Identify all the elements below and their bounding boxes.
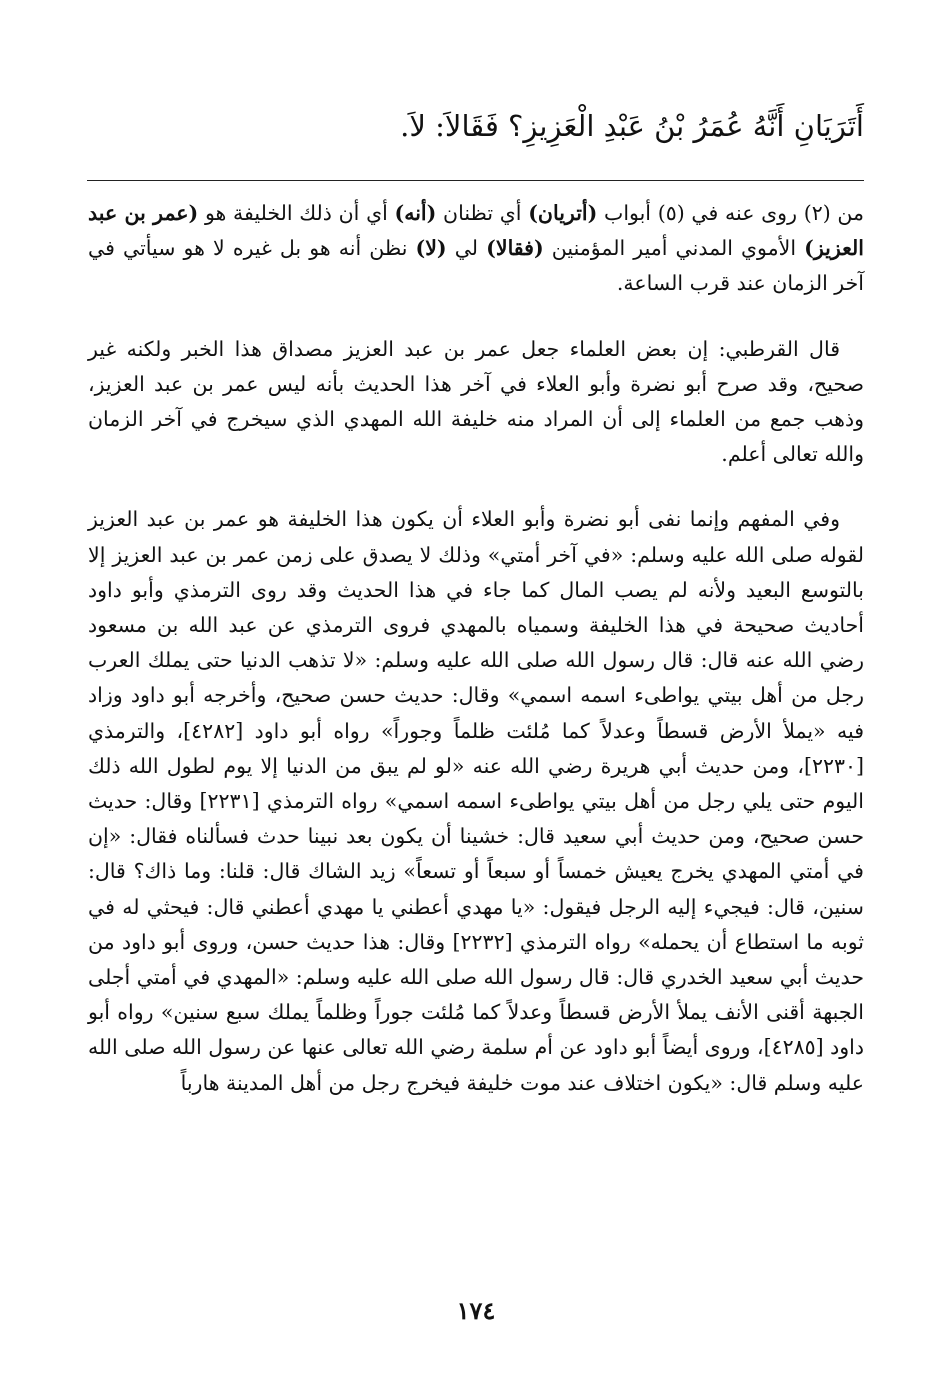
- text-run: نظن أنه هو بل غيره لا هو سيأتي في آخر الزمان عند قرب الساعة.: [88, 236, 864, 296]
- commentary: [88, 196, 864, 1131]
- text-run: الأموي المدني أمير المؤمنين: [543, 236, 805, 261]
- bold-term: (عمر بن عبد العزيز): [88, 201, 864, 261]
- footnote-separator: [87, 180, 864, 181]
- bold-term: (أنه): [394, 201, 437, 225]
- text-run: لي: [446, 236, 487, 261]
- bold-term: (فقالا): [486, 236, 544, 261]
- text-run: من (٢) روى عنه في (٥) أبواب: [597, 201, 864, 225]
- text-run: أي أن ذلك الخليفة هو: [198, 201, 395, 225]
- bold-term: (أتريان): [528, 201, 598, 225]
- page-number: ١٧٤: [456, 1296, 496, 1325]
- text-run: أي تظنان: [436, 201, 529, 225]
- commentary-paragraph-1: [88, 196, 864, 302]
- book-page: [88, 0, 864, 1379]
- commentary-paragraph-3: وفي المفهم وإنما نفى أبو نضرة وأبو العلاء أن يكون هذا الخليفة هو عمر بن عبد العزيز لقوله صلى الله عليه وسلم: «في آخر أمتي» وذلك لا يصدق على زمن عمر بن عبد العزيز إلا بالتوسع البعيد ولأنه لم يصب المال كما جاء في هذا الحديث وقد روى الترمذي وأبو داود أحاديث صحيحة في هذا الخليفة وسمياه بالمهدي فروى الترمذي عن عبد الله بن مسعود رضي الله عنه قال: قال رسول الله صلى الله عليه وسلم: «لا تذهب الدنيا حتى يملك العرب رجل من أهل بيتي يواطىء اسمه اسمي» وقال: حديث حسن صحيح، وأخرجه أبو داود وزاد فيه «يملأ الأرض قسطاً وعدلاً كما مُلئت ظلماً وجوراً» رواه أبو داود [٤٢٨٢]، والترمذي [٢٢٣٠]، ومن حديث أبي هريرة رضي الله عنه «لو لم يبق من الدنيا إلا يوم لطول الله ذلك اليوم حتى يلي رجل من أهل بيتي يواطىء اسمه اسمي» رواه الترمذي [٢٢٣١] وقال: حديث حسن صحيح، ومن حديث أبي سعيد قال: خشينا أن يكون بعد نبينا حدث فسألناه فقال: «إن في أمتي المهدي يخرج يعيش خمساً أو سبعاً أو تسعاً» زيد الشاك قال: قلنا: وما ذاك؟ قال: سنين، قال: فيجيء إليه الرجل فيقول: «يا مهدي أعطني يا مهدي أعطني قال: فيحثي له في ثوبه ما استطاع أن يحمله» رواه الترمذي [٢٢٣٢] وقال: هذا حديث حسن، وروى أبو داود من حديث أبي سعيد الخدري قال: قال رسول الله صلى الله عليه وسلم: «المهدي في أمتي أجلى الجبهة أقنى الأنف يملأ الأرض قسطاً وعدلاً كما مُلئت جوراً وظلماً يملك سبع سنين» رواه أبو داود [٤٢٨٥]، وروى أيضاً أبو داود عن أم سلمة رضي الله تعالى عنها عن رسول الله صلى الله عليه وسلم قال: «يكون اختلاف عند موت خليفة فيخرج رجل من أهل المدينة هارباً: [88, 507, 865, 1095]
- commentary-paragraph-2: قال القرطبي: إن بعض العلماء جعل عمر بن عبد العزيز مصداق هذا الخبر ولكنه غير صحيح، وقد صرح أبو نضرة وأبو العلاء في آخر هذا الحديث بأنه ليس عمر بن عبد العزيز، وذهب جمع من العلماء إلى أن المراد منه خليفة الله المهدي الذي سيخرج في آخر الزمان والله تعالى أعلم.: [88, 336, 864, 467]
- bold-term: (لا): [415, 236, 447, 261]
- hadith-text: أَتَرَيَانِ أَنَّهُ عُمَرُ بْنُ عَبْدِ الْعَزِيزِ؟ فَقَالاَ: لاَ.: [400, 109, 864, 143]
